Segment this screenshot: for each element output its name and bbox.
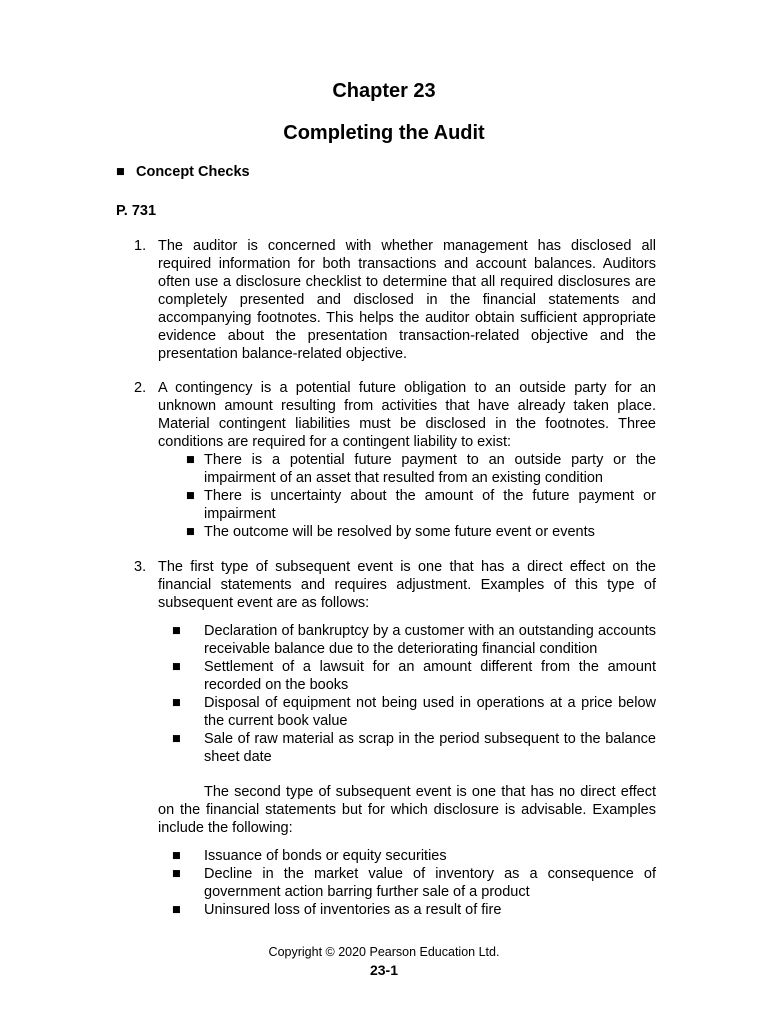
- page-number: 23-1: [369, 962, 399, 978]
- square-bullet-icon: ■: [172, 623, 181, 639]
- square-bullet-icon: ■: [186, 452, 195, 468]
- chapter-title: Chapter 23: [332, 80, 436, 102]
- section-heading: [116, 164, 250, 180]
- list-item: ■ There is uncertainty about the amount of the future payment or impairment: [186, 488, 656, 522]
- chapter-subtitle: Completing the Audit: [283, 122, 485, 144]
- item-number: 2.: [134, 380, 147, 396]
- square-bullet-icon: ■: [172, 731, 181, 747]
- item-number: 1.: [134, 238, 147, 254]
- answer-item-3: [134, 558, 656, 919]
- square-bullet-icon: ■: [172, 848, 181, 864]
- second-type-paragraph: The second type of subsequent event is one that has no direct effect on the financial statements but for which disclosure is advisable. Examples include the following:: [158, 784, 656, 836]
- item-text: A contingency is a potential future obligation to an outside party for an unknown amount resulting from activities that have already taken place. Material contingent liabilities must be disclosed in the footnotes. Three conditions are required for a contingent liability to exist:: [158, 380, 656, 450]
- item-text: The first type of subsequent event is one that has a direct effect on the financial statements and requires adjustment. Examples of this type of subsequent event are as follows:: [158, 559, 656, 611]
- item-number: 3.: [134, 559, 147, 575]
- list-item: ■ Uninsured loss of inventories as a result of fire: [172, 902, 502, 918]
- condition-list: [158, 451, 656, 541]
- list-item: ■ Sale of raw material as scrap in the period subsequent to the balance sheet date: [172, 731, 656, 765]
- list-item: ■ Decline in the market value of inventory as a consequence of government action barring further sale of a product: [172, 866, 656, 900]
- list-item: ■ Issuance of bonds or equity securities: [172, 848, 447, 864]
- answer-item-2: [134, 379, 656, 541]
- list-item: ■ The outcome will be resolved by some future event or events: [186, 524, 595, 540]
- list-item: ■ Disposal of equipment not being used in operations at a price below the current book value: [172, 695, 656, 729]
- section-heading-text: Concept Checks: [136, 164, 250, 180]
- item-text: The auditor is concerned with whether management has disclosed all required information for both transactions and account balances. Auditors often use a disclosure checklist to determine that all required disclosures are completely presented and disclosed in the financial statements and accompanying footnotes. This helps the auditor obtain sufficient appropriate evidence about the presentation transaction-related objective and the presentation balance-related objective.: [158, 238, 656, 362]
- square-bullet-icon: ■: [172, 659, 181, 675]
- list-item: ■ Declaration of bankruptcy by a customer with an outstanding accounts receivable balance due to the deteriorating financial condition: [172, 623, 656, 657]
- list-item: ■ There is a potential future payment to an outside party or the impairment of an asset that resulted from an existing condition: [186, 452, 656, 486]
- answer-item-1: [134, 237, 656, 363]
- page-reference: P. 731: [116, 203, 157, 219]
- square-bullet-icon: ■: [172, 866, 181, 882]
- copyright-notice: Copyright © 2020 Pearson Education Ltd.: [268, 945, 500, 959]
- square-bullet-icon: ■: [172, 902, 181, 918]
- adjusting-events-list: [158, 622, 656, 766]
- non-adjusting-events-list: [158, 847, 656, 919]
- square-bullet-icon: ■: [186, 488, 195, 504]
- square-bullet-icon: ■: [172, 695, 181, 711]
- square-bullet-icon: ■: [186, 524, 195, 540]
- list-item: ■ Settlement of a lawsuit for an amount different from the amount recorded on the books: [172, 659, 656, 693]
- square-bullet-icon: ■: [116, 164, 125, 180]
